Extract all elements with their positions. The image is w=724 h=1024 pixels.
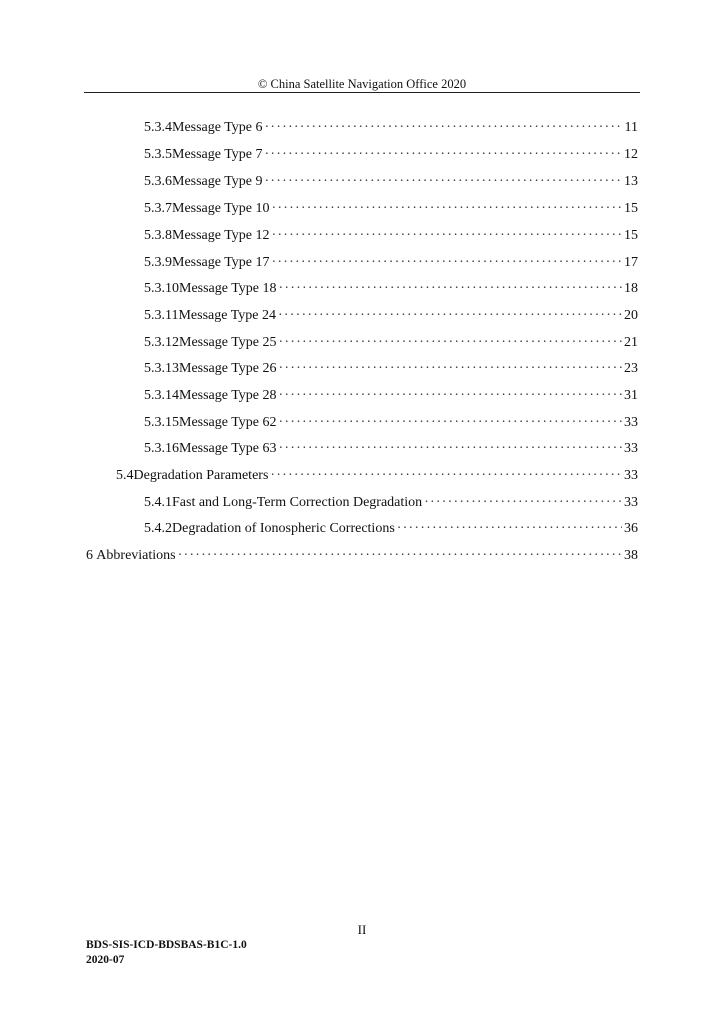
toc-entry-page: 15 — [624, 228, 638, 243]
toc-entry-title: Message Type 9 — [172, 174, 263, 189]
toc-entry-number: 5.3.4 — [144, 120, 172, 135]
document-id: BDS-SIS-ICD-BDSBAS-B1C-1.0 — [86, 939, 247, 951]
toc-entry-number: 5.4 — [116, 468, 134, 483]
toc-leader-dots — [265, 146, 622, 164]
toc-entry-title: Abbreviations — [96, 548, 176, 563]
toc-entry[interactable] — [144, 254, 638, 272]
toc-entry[interactable] — [144, 360, 638, 378]
toc-leader-dots — [272, 227, 622, 245]
toc-entry[interactable] — [116, 467, 638, 485]
toc-entry-number: 5.3.6 — [144, 174, 172, 189]
toc-entry-title: Message Type 25 — [179, 335, 277, 350]
toc-entry-number: 5.3.16 — [144, 441, 179, 456]
toc-entry-number: 6 — [86, 548, 93, 563]
toc-entry[interactable] — [144, 307, 638, 325]
toc-entry-title: Message Type 62 — [179, 415, 277, 430]
toc-entry-title: Message Type 24 — [178, 308, 277, 323]
toc-entry-page: 36 — [624, 521, 638, 536]
toc-leader-dots — [278, 307, 622, 325]
toc-leader-dots — [279, 440, 622, 458]
toc-entry[interactable] — [144, 387, 638, 405]
toc-entry-page: 20 — [624, 308, 638, 323]
toc-entry-number: 5.3.12 — [144, 335, 179, 350]
toc-entry-number: 5.3.5 — [144, 147, 172, 162]
toc-entry[interactable] — [144, 520, 638, 538]
toc-entry-number: 5.3.9 — [144, 255, 172, 270]
toc-entry-page: 38 — [624, 548, 638, 563]
toc-entry-page: 15 — [624, 201, 638, 216]
toc-entry[interactable] — [144, 146, 638, 164]
toc-entry-title: Message Type 28 — [179, 388, 277, 403]
toc-entry-page: 13 — [624, 174, 638, 189]
toc-entry-title: Message Type 26 — [179, 361, 277, 376]
page-number: II — [357, 922, 367, 937]
toc-entry-page: 21 — [624, 335, 638, 350]
toc-leader-dots — [279, 334, 622, 352]
toc-entry[interactable] — [144, 494, 638, 512]
toc-entry-number: 5.3.14 — [144, 388, 179, 403]
toc-entry-page: 33 — [624, 415, 638, 430]
toc-entry[interactable] — [86, 547, 638, 565]
toc-leader-dots — [279, 414, 622, 432]
document-date: 2020-07 — [86, 954, 125, 966]
toc-leader-dots — [279, 280, 622, 298]
toc-leader-dots — [178, 547, 622, 565]
toc-entry-page: 33 — [624, 495, 638, 510]
toc-entry[interactable] — [144, 334, 638, 352]
toc-entry-number: 5.3.13 — [144, 361, 179, 376]
toc-leader-dots — [272, 200, 622, 218]
toc-entry-page: 12 — [624, 147, 638, 162]
toc-entry-title: Degradation of Ionospheric Corrections — [172, 521, 395, 536]
toc-leader-dots — [265, 119, 623, 137]
toc-entry-page: 11 — [624, 120, 638, 135]
toc-leader-dots — [279, 387, 622, 405]
toc-leader-dots — [279, 360, 622, 378]
toc-entry-title: Message Type 6 — [172, 120, 263, 135]
toc-entry-title: Message Type 17 — [172, 255, 270, 270]
toc-entry[interactable] — [144, 173, 638, 191]
toc-leader-dots — [265, 173, 622, 191]
toc-entry[interactable] — [144, 414, 638, 432]
toc-entry-page: 18 — [624, 281, 638, 296]
toc-entry-number: 5.4.1 — [144, 495, 172, 510]
toc-entry[interactable] — [144, 440, 638, 458]
toc-entry-number: 5.3.10 — [144, 281, 179, 296]
toc-entry-number: 5.3.8 — [144, 228, 172, 243]
toc-entry-title: Fast and Long-Term Correction Degradation — [172, 495, 423, 510]
toc-entry-title: Message Type 63 — [179, 441, 277, 456]
toc-entry-title: Message Type 10 — [172, 201, 270, 216]
toc-entry[interactable] — [144, 200, 638, 218]
toc-leader-dots — [397, 520, 622, 538]
toc-entry[interactable] — [144, 280, 638, 298]
toc-entry-number: 5.4.2 — [144, 521, 172, 536]
page-header: © China Satellite Navigation Office 2020 — [84, 76, 640, 93]
toc-entry-page: 17 — [624, 255, 638, 270]
toc-entry-page: 33 — [624, 441, 638, 456]
toc-entry-title: Message Type 7 — [172, 147, 263, 162]
toc-entry-page: 33 — [624, 468, 638, 483]
toc-entry-number: 5.3.7 — [144, 201, 172, 216]
toc-entry-number: 5.3.11 — [144, 308, 179, 323]
toc-entry[interactable] — [144, 119, 638, 137]
toc-entry-title: Message Type 18 — [179, 281, 277, 296]
toc-entry-page: 31 — [624, 388, 638, 403]
toc-entry-title: Degradation Parameters — [133, 468, 269, 483]
toc-leader-dots — [272, 254, 622, 272]
toc-entry-title: Message Type 12 — [172, 228, 270, 243]
toc-leader-dots — [424, 494, 622, 512]
toc-entry-number: 5.3.15 — [144, 415, 179, 430]
toc-leader-dots — [270, 467, 622, 485]
toc-entry[interactable] — [144, 227, 638, 245]
toc-entry-page: 23 — [624, 361, 638, 376]
